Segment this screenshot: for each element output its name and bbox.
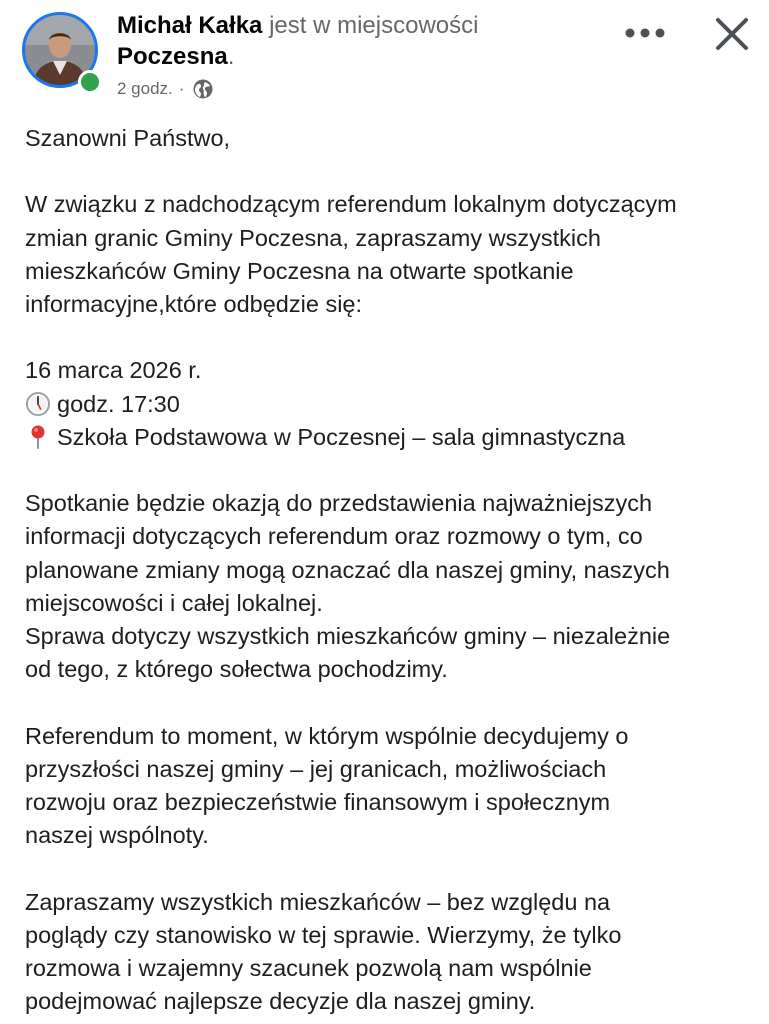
paragraph-gap	[25, 454, 755, 487]
meta-separator: ·	[178, 79, 185, 98]
clock-icon	[25, 391, 51, 417]
body-line: rozmowa i wzajemny szacunek pozwolą nam wspólnie	[25, 955, 592, 981]
author-avatar-container[interactable]	[22, 12, 102, 92]
intro-line: W związku z nadchodzącym referendum lokalnym dotyczącym	[25, 191, 677, 218]
body-line: Zapraszamy wszystkich mieszkańców – bez względu na	[25, 888, 611, 915]
more-options-button[interactable]	[619, 18, 671, 48]
body-line: Spotkanie będzie okazją do przedstawienia najważniejszych	[25, 490, 653, 517]
pin-icon	[25, 424, 51, 450]
body-line: Referendum to moment, w którym wspólnie decydujemy o	[25, 722, 629, 749]
author-name-link[interactable]: Michał Kałka	[117, 12, 263, 39]
event-time: godz. 17:30	[57, 390, 180, 417]
checkin-text: jest w miejscowości	[262, 12, 479, 39]
event-location-row	[25, 421, 755, 454]
post-header	[0, 0, 769, 112]
close-button[interactable]	[708, 10, 756, 58]
body-line: rozwoju oraz bezpieczeństwie finansowym i społecznym	[25, 789, 611, 815]
intro-line: mieszkańców Gminy Poczesna na otwarte spotkanie	[25, 257, 574, 284]
intro-line: informacyjne,które odbędzie się:	[25, 291, 363, 317]
body-line: informacji dotyczących referendum oraz rozmowy o tym, co	[25, 523, 643, 550]
paragraph-gap	[25, 321, 755, 354]
event-location: Szkoła Podstawowa w Poczesnej – sala gimnastyczna	[57, 423, 626, 450]
post-author-line	[117, 10, 537, 72]
more-options-icon	[623, 27, 667, 39]
paragraph-gap	[25, 686, 755, 719]
post-meta	[117, 78, 214, 100]
close-icon	[714, 16, 750, 52]
paragraph-gap	[25, 852, 755, 885]
body-line: naszej wspólnoty.	[25, 822, 209, 849]
globe-icon	[192, 78, 214, 100]
body-line: poglądy czy stanowisko w tej sprawie. Wierzymy, że tylko	[25, 921, 622, 948]
post-body	[25, 122, 755, 1018]
body-line: podejmować najlepsze decyzje dla naszej gminy.	[25, 988, 536, 1015]
intro-line: zmian granic Gminy Poczesna, zapraszamy wszystkich	[25, 224, 601, 251]
body-line: planowane zmiany mogą oznaczać dla naszej gminy, naszych	[25, 556, 670, 583]
event-time-row	[25, 388, 755, 421]
paragraph-gap	[25, 155, 755, 188]
online-status-indicator	[78, 70, 102, 94]
place-suffix: .	[227, 43, 235, 70]
event-date: 16 marca 2026 r.	[25, 357, 202, 384]
post-timestamp[interactable]: 2 godz.	[117, 79, 173, 98]
body-line: przyszłości naszej gminy – jej granicach, możliwościach	[25, 755, 607, 782]
body-line: od tego, z którego sołectwa pochodzimy.	[25, 656, 448, 683]
body-line: Sprawa dotyczy wszystkich mieszkańców gminy – niezależnie	[25, 623, 671, 649]
post-greeting: Szanowni Państwo,	[25, 125, 231, 151]
place-name-link[interactable]: Poczesna	[117, 43, 228, 70]
body-line: miejscowości i całej lokalnej.	[25, 589, 323, 616]
